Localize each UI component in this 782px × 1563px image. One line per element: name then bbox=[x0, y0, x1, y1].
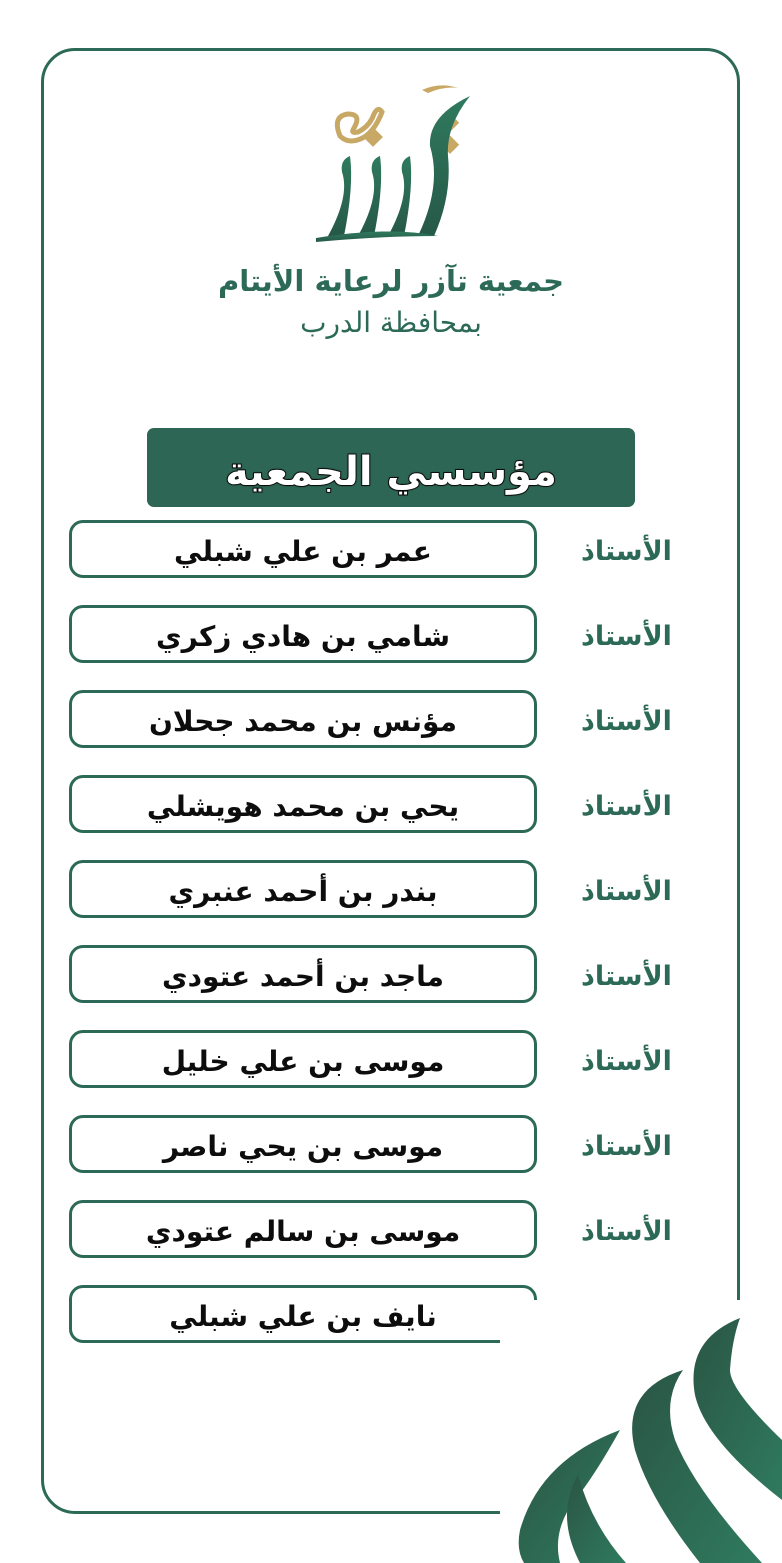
founder-title: الأستاذ bbox=[581, 1131, 672, 1162]
founder-name-box bbox=[69, 1115, 537, 1173]
organization-location: بمحافظة الدرب bbox=[300, 306, 482, 339]
founder-name-box bbox=[69, 1200, 537, 1258]
founder-name: مؤنس بن محمد جحلان bbox=[149, 704, 457, 738]
founder-name: بندر بن أحمد عنبري bbox=[168, 874, 438, 908]
founder-title: الأستاذ bbox=[581, 961, 672, 992]
founder-name-box bbox=[69, 860, 537, 918]
founder-row bbox=[69, 690, 709, 748]
founder-name-box bbox=[69, 1285, 537, 1343]
founder-row bbox=[69, 1200, 709, 1258]
organization-name: جمعية تآزر لرعاية الأيتام bbox=[217, 264, 565, 298]
founder-name: شامي بن هادي زكري bbox=[155, 619, 451, 653]
founder-title: الأستاذ bbox=[581, 1046, 672, 1077]
decorative-swoosh-icon bbox=[500, 1300, 782, 1563]
section-title: مؤسسي الجمعية bbox=[225, 448, 557, 495]
founder-name-box bbox=[69, 1030, 537, 1088]
founder-row bbox=[69, 520, 709, 578]
founder-title: الأستاذ bbox=[581, 621, 672, 652]
taazur-logo-icon bbox=[310, 76, 480, 246]
founder-name: نايف بن علي شبلي bbox=[169, 1299, 437, 1333]
founder-title: الأستاذ bbox=[581, 791, 672, 822]
founder-row bbox=[69, 860, 709, 918]
founder-name: ماجد بن أحمد عتودي bbox=[161, 959, 445, 993]
founder-row bbox=[69, 775, 709, 833]
founder-row bbox=[69, 1115, 709, 1173]
founder-name-box bbox=[69, 775, 537, 833]
founder-title: الأستاذ bbox=[581, 536, 672, 567]
founder-title: الأستاذ bbox=[581, 706, 672, 737]
founder-name-box bbox=[69, 605, 537, 663]
founder-name: يحي بن محمد هويشلي bbox=[146, 789, 460, 823]
founder-row bbox=[69, 945, 709, 1003]
founder-name: موسى بن علي خليل bbox=[161, 1044, 445, 1078]
founder-title: الأستاذ bbox=[581, 876, 672, 907]
founder-row bbox=[69, 605, 709, 663]
founder-name: موسى بن سالم عتودي bbox=[145, 1214, 461, 1248]
founder-name-box bbox=[69, 690, 537, 748]
founder-row bbox=[69, 1030, 709, 1088]
founder-title: الأستاذ bbox=[581, 1216, 672, 1247]
founder-name-box bbox=[69, 520, 537, 578]
founder-name: عمر بن علي شبلي bbox=[174, 534, 432, 568]
section-header bbox=[147, 428, 635, 507]
founder-name-box bbox=[69, 945, 537, 1003]
founder-name: موسى بن يحي ناصر bbox=[162, 1129, 444, 1163]
